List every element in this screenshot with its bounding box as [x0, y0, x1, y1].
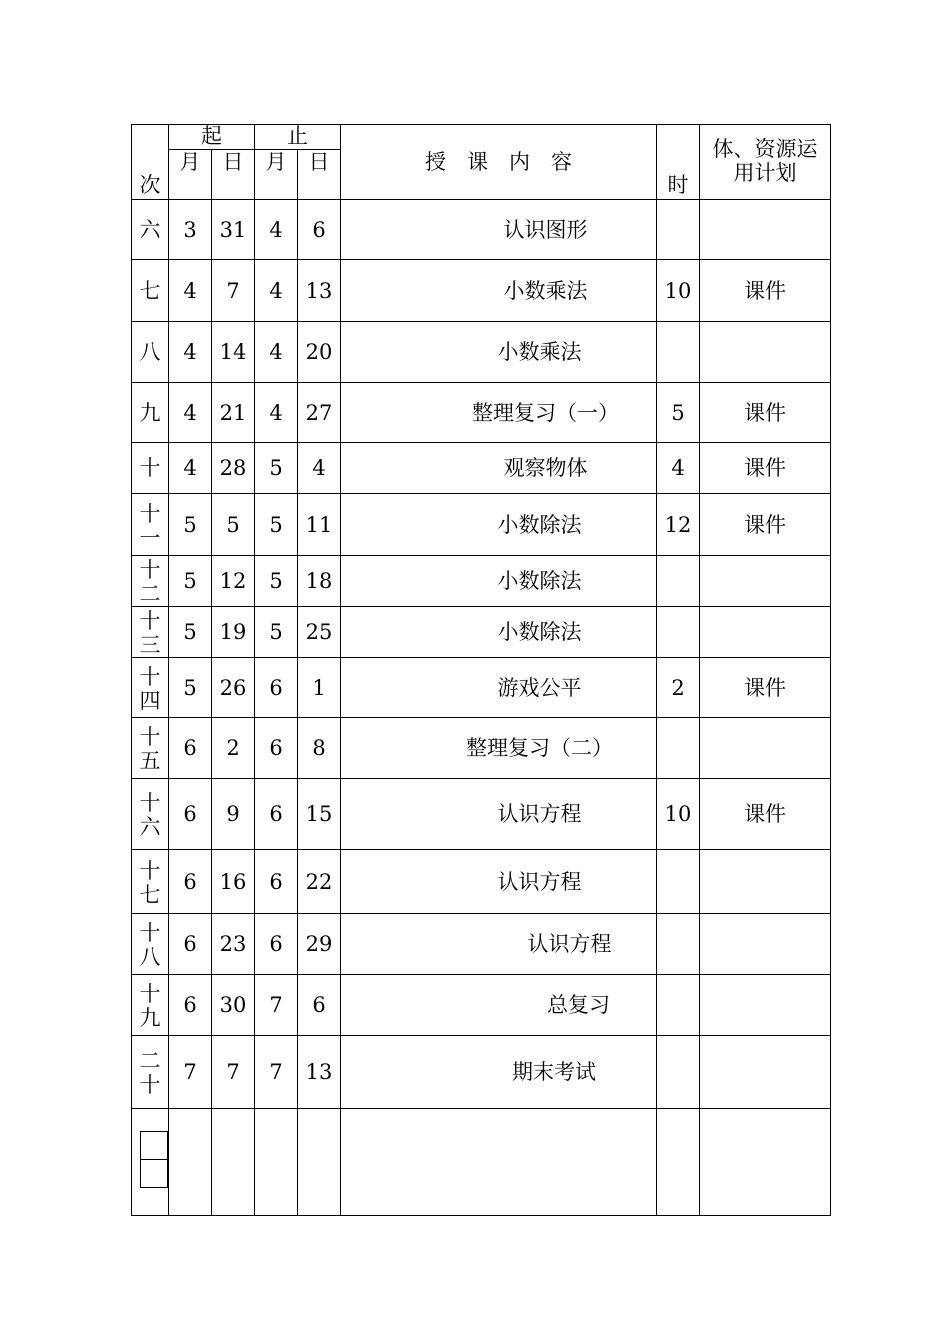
start-month-cell: 3: [169, 200, 212, 260]
resource-cell: [700, 200, 831, 260]
end-day-cell: 25: [298, 607, 341, 658]
end-day-cell: 15: [298, 779, 341, 850]
topic-cell: 总复习: [341, 975, 657, 1036]
start-day-cell: 7: [212, 1036, 255, 1109]
end-day-cell: 13: [298, 1036, 341, 1109]
end-month-cell: 5: [255, 556, 298, 607]
start-month-cell: 5: [169, 494, 212, 556]
end-day-cell: 22: [298, 850, 341, 914]
start-day-cell: 5: [212, 494, 255, 556]
hours-cell: [657, 556, 700, 607]
header-content: 授 课 内 容: [341, 125, 657, 200]
week-cell: 十三: [132, 607, 169, 658]
end-month-cell: 4: [255, 383, 298, 443]
week-cell: 十七: [132, 850, 169, 914]
header-resources: 体、资源运用计划: [700, 125, 831, 200]
resource-cell: 课件: [700, 494, 831, 556]
week-cell: 十二: [132, 556, 169, 607]
week-cell: 六: [132, 200, 169, 260]
schedule-row: [132, 322, 831, 383]
end-month-cell: 4: [255, 322, 298, 383]
blank-cell: [341, 1109, 657, 1216]
resource-cell: 课件: [700, 260, 831, 322]
start-month-cell: 6: [169, 850, 212, 914]
hours-cell: [657, 607, 700, 658]
start-month-cell: 4: [169, 383, 212, 443]
blank-cell: [212, 1109, 255, 1216]
start-month-cell: 6: [169, 718, 212, 779]
end-day-cell: 11: [298, 494, 341, 556]
schedule-row: [132, 914, 831, 975]
resource-cell: [700, 1036, 831, 1109]
end-month-cell: 5: [255, 607, 298, 658]
resource-cell: [700, 607, 831, 658]
end-month-cell: 6: [255, 914, 298, 975]
end-day-cell: 6: [298, 975, 341, 1036]
hours-cell: 5: [657, 383, 700, 443]
schedule-row: [132, 1036, 831, 1109]
start-day-cell: 26: [212, 658, 255, 718]
topic-cell: 整理复习（一）: [341, 383, 657, 443]
start-month-cell: 5: [169, 607, 212, 658]
hours-cell: [657, 850, 700, 914]
blank-week-cell: [132, 1109, 169, 1216]
schedule-row: [132, 443, 831, 494]
start-day-cell: 31: [212, 200, 255, 260]
hours-cell: [657, 975, 700, 1036]
topic-cell: 小数除法: [341, 556, 657, 607]
end-month-cell: 6: [255, 718, 298, 779]
header-end-month: 月: [255, 150, 298, 200]
end-month-cell: 6: [255, 779, 298, 850]
schedule-row: [132, 658, 831, 718]
end-day-cell: 8: [298, 718, 341, 779]
week-cell: 八: [132, 322, 169, 383]
schedule-row: [132, 383, 831, 443]
end-day-cell: 18: [298, 556, 341, 607]
resource-cell: 课件: [700, 779, 831, 850]
empty-box: [140, 1131, 168, 1160]
start-month-cell: 6: [169, 914, 212, 975]
week-cell: 十四: [132, 658, 169, 718]
end-month-cell: 7: [255, 1036, 298, 1109]
resource-cell: 课件: [700, 443, 831, 494]
resource-cell: [700, 718, 831, 779]
topic-cell: 小数乘法: [341, 322, 657, 383]
end-month-cell: 7: [255, 975, 298, 1036]
hours-cell: [657, 322, 700, 383]
end-day-cell: 29: [298, 914, 341, 975]
schedule-row: [132, 200, 831, 260]
hours-cell: 10: [657, 779, 700, 850]
start-day-cell: 23: [212, 914, 255, 975]
start-day-cell: 30: [212, 975, 255, 1036]
blank-cell: [657, 1109, 700, 1216]
start-day-cell: 9: [212, 779, 255, 850]
topic-cell: 小数乘法: [341, 260, 657, 322]
hours-cell: 2: [657, 658, 700, 718]
end-month-cell: 4: [255, 260, 298, 322]
hours-cell: [657, 1036, 700, 1109]
end-day-cell: 4: [298, 443, 341, 494]
topic-cell: 认识方程: [341, 850, 657, 914]
schedule-row: [132, 718, 831, 779]
hours-cell: [657, 200, 700, 260]
end-day-cell: 27: [298, 383, 341, 443]
resource-cell: [700, 914, 831, 975]
resource-cell: 课件: [700, 658, 831, 718]
start-month-cell: 6: [169, 975, 212, 1036]
hours-cell: [657, 718, 700, 779]
topic-cell: 观察物体: [341, 443, 657, 494]
week-cell: 十六: [132, 779, 169, 850]
teaching-schedule-table: [131, 124, 831, 1216]
end-day-cell: 13: [298, 260, 341, 322]
week-cell: 十: [132, 443, 169, 494]
schedule-row: [132, 494, 831, 556]
schedule-row: [132, 260, 831, 322]
start-day-cell: 14: [212, 322, 255, 383]
topic-cell: 整理复习（二）: [341, 718, 657, 779]
start-month-cell: 5: [169, 556, 212, 607]
end-day-cell: 20: [298, 322, 341, 383]
start-month-cell: 5: [169, 658, 212, 718]
hours-cell: 4: [657, 443, 700, 494]
week-cell: 十五: [132, 718, 169, 779]
week-cell: 十八: [132, 914, 169, 975]
topic-cell: 游戏公平: [341, 658, 657, 718]
week-cell: 七: [132, 260, 169, 322]
week-cell: 九: [132, 383, 169, 443]
week-cell: 十九: [132, 975, 169, 1036]
blank-cell: [298, 1109, 341, 1216]
end-day-cell: 1: [298, 658, 341, 718]
start-day-cell: 12: [212, 556, 255, 607]
resource-cell: [700, 322, 831, 383]
blank-cell: [700, 1109, 831, 1216]
end-month-cell: 5: [255, 443, 298, 494]
end-month-cell: 6: [255, 850, 298, 914]
start-day-cell: 7: [212, 260, 255, 322]
end-month-cell: 6: [255, 658, 298, 718]
schedule-row: [132, 607, 831, 658]
end-month-cell: 5: [255, 494, 298, 556]
header-end: 止: [255, 125, 341, 150]
header-hours: 时: [657, 125, 700, 200]
start-month-cell: 4: [169, 443, 212, 494]
start-month-cell: 4: [169, 322, 212, 383]
start-month-cell: 4: [169, 260, 212, 322]
week-cell: 二十: [132, 1036, 169, 1109]
start-month-cell: 7: [169, 1036, 212, 1109]
schedule-row: [132, 850, 831, 914]
topic-cell: 认识方程: [341, 779, 657, 850]
topic-cell: 期末考试: [341, 1036, 657, 1109]
resource-cell: [700, 975, 831, 1036]
schedule-row: [132, 975, 831, 1036]
week-cell: 十一: [132, 494, 169, 556]
start-day-cell: 2: [212, 718, 255, 779]
hours-cell: 12: [657, 494, 700, 556]
header-start-day: 日: [212, 150, 255, 200]
end-month-cell: 4: [255, 200, 298, 260]
header-week: 次: [132, 125, 169, 200]
start-month-cell: 6: [169, 779, 212, 850]
topic-cell: 小数除法: [341, 607, 657, 658]
start-day-cell: 19: [212, 607, 255, 658]
hours-cell: [657, 914, 700, 975]
hours-cell: 10: [657, 260, 700, 322]
schedule-row: [132, 779, 831, 850]
topic-cell: 认识图形: [341, 200, 657, 260]
empty-box: [140, 1160, 168, 1188]
header-start: 起: [169, 125, 255, 150]
resource-cell: 课件: [700, 383, 831, 443]
topic-cell: 认识方程: [341, 914, 657, 975]
checkbox-grid: [140, 1131, 168, 1188]
header-start-month: 月: [169, 150, 212, 200]
resource-cell: [700, 850, 831, 914]
start-day-cell: 16: [212, 850, 255, 914]
blank-row: [132, 1109, 831, 1216]
start-day-cell: 28: [212, 443, 255, 494]
topic-cell: 小数除法: [341, 494, 657, 556]
end-day-cell: 6: [298, 200, 341, 260]
start-day-cell: 21: [212, 383, 255, 443]
header-row-1: [132, 125, 831, 150]
blank-cell: [169, 1109, 212, 1216]
header-end-day: 日: [298, 150, 341, 200]
blank-cell: [255, 1109, 298, 1216]
resource-cell: [700, 556, 831, 607]
schedule-row: [132, 556, 831, 607]
